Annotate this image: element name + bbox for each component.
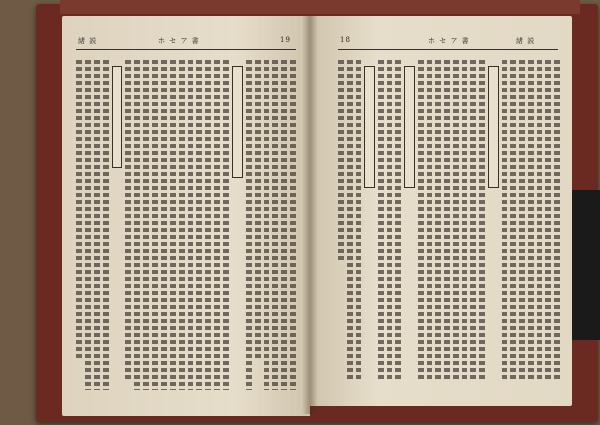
text-column bbox=[223, 60, 229, 390]
text-column bbox=[143, 60, 149, 390]
right-header-section: 緒 説 bbox=[516, 37, 536, 45]
text-column bbox=[290, 60, 296, 390]
boxed-heading bbox=[232, 66, 243, 178]
left-body-text bbox=[76, 60, 296, 390]
text-column bbox=[537, 60, 543, 380]
text-column bbox=[152, 60, 158, 390]
text-column bbox=[554, 60, 560, 380]
text-column bbox=[479, 60, 485, 380]
text-column bbox=[347, 60, 353, 380]
text-column bbox=[545, 60, 551, 380]
text-column bbox=[338, 60, 344, 260]
right-page-number: 18 bbox=[340, 36, 351, 44]
text-column bbox=[356, 60, 362, 380]
left-header-title: ホ セ ア 書 bbox=[158, 37, 200, 45]
right-body-text bbox=[338, 60, 560, 380]
text-column bbox=[444, 60, 450, 380]
text-column bbox=[528, 60, 534, 380]
text-column bbox=[453, 60, 459, 380]
text-column bbox=[188, 60, 194, 390]
text-column bbox=[134, 60, 140, 390]
book-cover-top-edge bbox=[60, 0, 580, 14]
text-column bbox=[264, 60, 270, 390]
text-column bbox=[179, 60, 185, 390]
boxed-heading bbox=[364, 66, 375, 188]
boxed-heading bbox=[112, 66, 123, 168]
text-column bbox=[281, 60, 287, 390]
text-column bbox=[205, 60, 211, 390]
right-page bbox=[310, 16, 572, 406]
left-header-section: 緒 説 bbox=[78, 37, 98, 45]
text-column bbox=[470, 60, 476, 380]
text-column bbox=[462, 60, 468, 380]
left-header-rule bbox=[76, 49, 296, 50]
left-page bbox=[62, 16, 310, 416]
text-column bbox=[519, 60, 525, 380]
text-column bbox=[196, 60, 202, 390]
text-column bbox=[161, 60, 167, 390]
text-column bbox=[435, 60, 441, 380]
text-column bbox=[76, 60, 82, 360]
text-column bbox=[246, 60, 252, 390]
text-column bbox=[395, 60, 401, 380]
text-column bbox=[427, 60, 433, 380]
text-column bbox=[387, 60, 393, 380]
dark-object bbox=[570, 190, 600, 340]
book-gutter bbox=[302, 16, 318, 414]
text-column bbox=[272, 60, 278, 390]
text-column bbox=[418, 60, 424, 380]
text-column bbox=[94, 60, 100, 390]
text-column bbox=[255, 60, 261, 360]
text-column bbox=[378, 60, 384, 380]
text-column bbox=[125, 60, 131, 380]
boxed-heading bbox=[488, 66, 499, 188]
text-column bbox=[170, 60, 176, 390]
text-column bbox=[214, 60, 220, 390]
text-column bbox=[510, 60, 516, 380]
left-page-number: 19 bbox=[280, 36, 291, 44]
boxed-heading bbox=[404, 66, 415, 188]
text-column bbox=[103, 60, 109, 390]
right-header-rule bbox=[338, 49, 558, 50]
right-header-title: ホ セ ア 書 bbox=[428, 37, 470, 45]
text-column bbox=[85, 60, 91, 390]
text-column bbox=[502, 60, 508, 380]
